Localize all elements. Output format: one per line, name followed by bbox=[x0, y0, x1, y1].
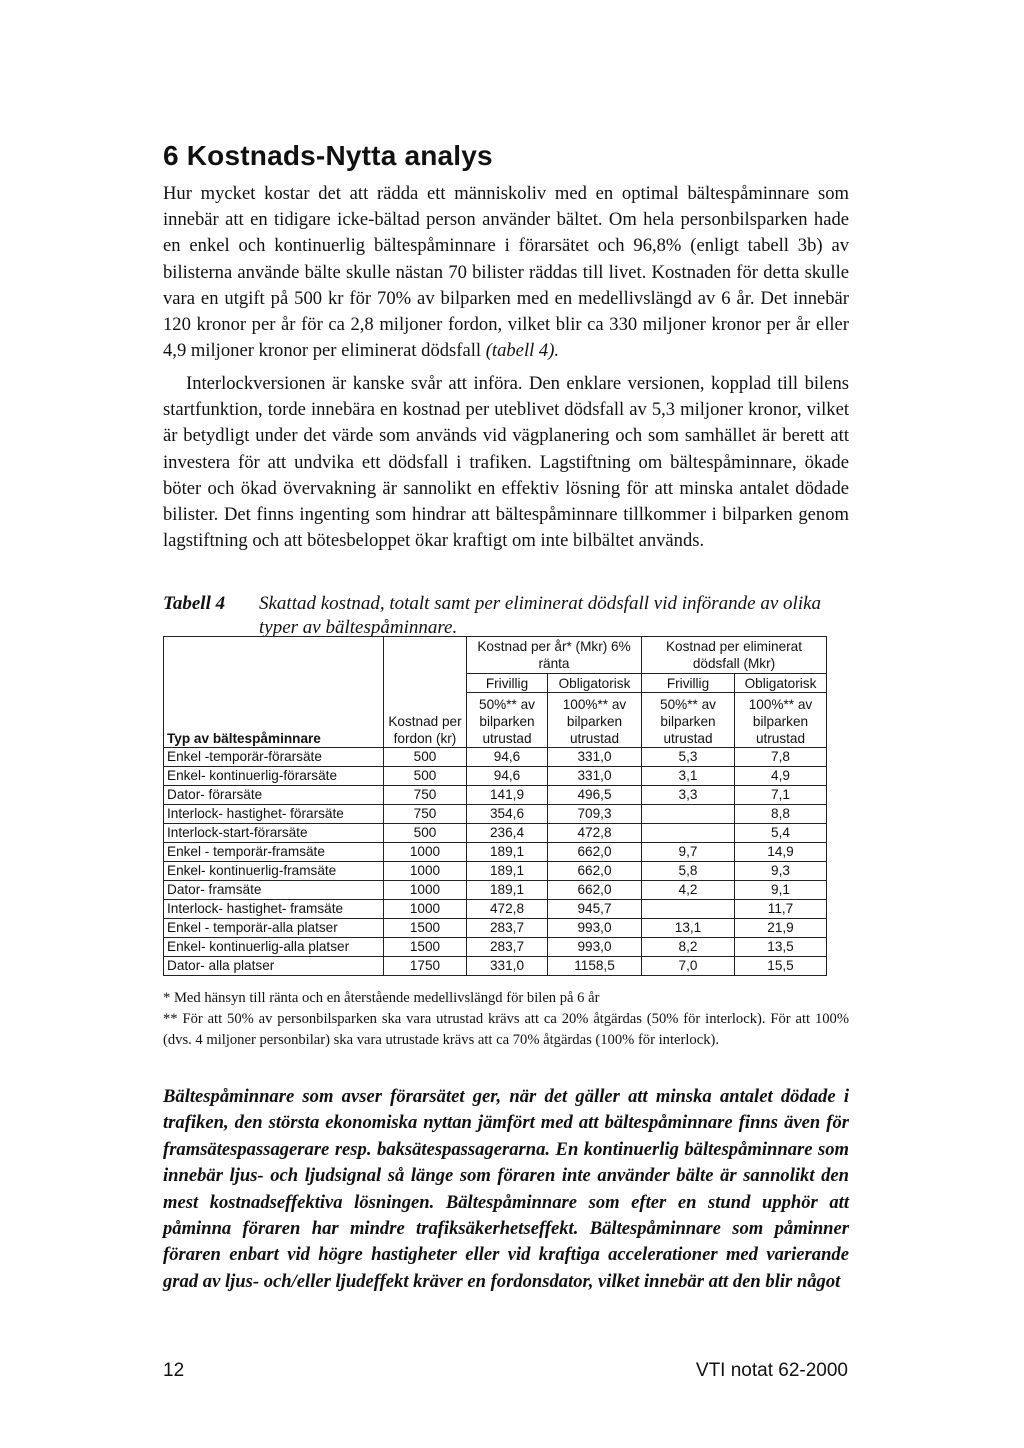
cell-cost: 1500 bbox=[384, 937, 467, 956]
cell-death-obligatorisk: 5,4 bbox=[735, 823, 827, 842]
cell-annual-obligatorisk: 331,0 bbox=[548, 747, 642, 766]
cell-annual-obligatorisk: 945,7 bbox=[548, 899, 642, 918]
table-row bbox=[164, 785, 827, 804]
cell-annual-obligatorisk: 331,0 bbox=[548, 766, 642, 785]
cell-type: Enkel- kontinuerlig-alla platser bbox=[164, 937, 384, 956]
cell-cost: 1750 bbox=[384, 956, 467, 975]
table-row bbox=[164, 937, 827, 956]
paragraph-2: Interlockversionen är kanske svår att införa. Den enklare versionen, kopplad till bilens startfunktion, torde innebära en kostnad per uteblivet dödsfall av 5,3 miljoner kronor, vilket är betydligt under det värde som används vid vägplanering och som samhället är berett att investera för att undvika ett dödsfall i trafiken. Lagstiftning om bältespåminnare, ökade böter och ökad övervakning är sannolikt en effektiv lösning för att minska antalet dödade bilister. Det finns ingenting som hindrar att bältespåminnare tillkommer i bilparken genom lagstiftning och att bötesbeloppet ökar kraftigt om inte bilbältet används. bbox=[163, 373, 849, 552]
header-cost-spacer bbox=[384, 637, 467, 693]
table-row bbox=[164, 880, 827, 899]
table-row bbox=[164, 956, 827, 975]
cell-type: Dator- framsäte bbox=[164, 880, 384, 899]
cell-type: Enkel- kontinuerlig-förarsäte bbox=[164, 766, 384, 785]
cell-death-obligatorisk: 7,1 bbox=[735, 785, 827, 804]
header-50-pct-1: 50%** av bilparken utrustad bbox=[467, 693, 548, 748]
cell-death-obligatorisk: 8,8 bbox=[735, 804, 827, 823]
cell-type: Interlock-start-förarsäte bbox=[164, 823, 384, 842]
table-row bbox=[164, 804, 827, 823]
cell-annual-obligatorisk: 472,8 bbox=[548, 823, 642, 842]
paragraph-1 bbox=[163, 181, 849, 364]
cell-death-frivillig: 5,8 bbox=[642, 861, 735, 880]
header-group-per-death: Kostnad per eliminerat dödsfall (Mkr) bbox=[642, 637, 827, 674]
header-frivillig-2: Frivillig bbox=[642, 674, 735, 693]
cell-annual-frivillig: 141,9 bbox=[467, 785, 548, 804]
table-row bbox=[164, 842, 827, 861]
table-row bbox=[164, 899, 827, 918]
cell-annual-frivillig: 283,7 bbox=[467, 918, 548, 937]
cell-annual-frivillig: 189,1 bbox=[467, 880, 548, 899]
header-obligatorisk-2: Obligatorisk bbox=[735, 674, 827, 693]
footnote-2: ** För att 50% av personbilsparken ska vara utrustad krävs att ca 20% åtgärdas (50% för interlock). För att 100% (dvs. 4 miljoner personbilar) ska vara utrustade krävs att ca 70% åtgärdas (100% för interlock). bbox=[163, 1011, 849, 1048]
cell-death-frivillig: 4,2 bbox=[642, 880, 735, 899]
section-heading: 6 Kostnads-Nytta analys bbox=[163, 140, 493, 171]
conclusion-paragraph: Bältespåminnare som avser förarsätet ger, när det gäller att minska antalet dödade i trafiken, den största ekonomiska nyttan jämfört med att bältespåminnare finns även för framsätespassagerare resp. baksätespassagerarna. En kontinuerlig bältespåminnare som innebär ljus- och ljudsignal så länge som föraren inte använder bälte är sannolikt den mest kostnadseffektiva lösningen. Bältespåminnare som efter en stund upphör att påminna föraren har mindre trafiksäkerhetseffekt. Bältespåminnare som påminner föraren enbart vid högre hastigheter eller vid kraftiga accelerationer med varierande grad av ljus- och/eller ljudeffekt kräver en fordonsdator, vilket innebär att den blir något bbox=[163, 1086, 849, 1292]
cell-death-obligatorisk: 14,9 bbox=[735, 842, 827, 861]
cell-annual-frivillig: 94,6 bbox=[467, 747, 548, 766]
cell-annual-frivillig: 331,0 bbox=[467, 956, 548, 975]
cell-death-frivillig bbox=[642, 823, 735, 842]
cell-cost: 1000 bbox=[384, 842, 467, 861]
header-type: Typ av bältespåminnare bbox=[164, 637, 384, 748]
cell-death-frivillig: 8,2 bbox=[642, 937, 735, 956]
cell-annual-obligatorisk: 662,0 bbox=[548, 842, 642, 861]
cell-annual-obligatorisk: 993,0 bbox=[548, 937, 642, 956]
cell-annual-obligatorisk: 1158,5 bbox=[548, 956, 642, 975]
table-header-row-1 bbox=[164, 637, 827, 674]
header-100-pct-1: 100%** av bilparken utrustad bbox=[548, 693, 642, 748]
cell-cost: 750 bbox=[384, 785, 467, 804]
cell-annual-frivillig: 236,4 bbox=[467, 823, 548, 842]
cell-death-frivillig: 9,7 bbox=[642, 842, 735, 861]
header-obligatorisk-1: Obligatorisk bbox=[548, 674, 642, 693]
cell-type: Dator- alla platser bbox=[164, 956, 384, 975]
header-group-annual-cost: Kostnad per år* (Mkr) 6% ränta bbox=[467, 637, 642, 674]
cell-cost: 1500 bbox=[384, 918, 467, 937]
footnote-1: * Med hänsyn till ränta och en återstående medellivslängd för bilen på 6 år bbox=[163, 990, 600, 1006]
cell-death-obligatorisk: 11,7 bbox=[735, 899, 827, 918]
table-row bbox=[164, 766, 827, 785]
cell-annual-frivillig: 354,6 bbox=[467, 804, 548, 823]
cell-annual-obligatorisk: 662,0 bbox=[548, 861, 642, 880]
header-frivillig-1: Frivillig bbox=[467, 674, 548, 693]
cell-death-frivillig bbox=[642, 804, 735, 823]
table-caption-text: Skattad kostnad, totalt samt per eliminerat dödsfall vid införande av olika typer av bältespåminnare. bbox=[259, 593, 822, 638]
cell-type: Enkel -temporär-förarsäte bbox=[164, 747, 384, 766]
cell-death-frivillig: 3,1 bbox=[642, 766, 735, 785]
cell-death-obligatorisk: 4,9 bbox=[735, 766, 827, 785]
cell-cost: 1000 bbox=[384, 861, 467, 880]
cell-type: Enkel - temporär-framsäte bbox=[164, 842, 384, 861]
cell-cost: 1000 bbox=[384, 880, 467, 899]
cell-cost: 500 bbox=[384, 823, 467, 842]
cell-death-obligatorisk: 13,5 bbox=[735, 937, 827, 956]
cell-death-frivillig: 7,0 bbox=[642, 956, 735, 975]
cell-death-obligatorisk: 15,5 bbox=[735, 956, 827, 975]
table-row bbox=[164, 861, 827, 880]
cell-death-obligatorisk: 7,8 bbox=[735, 747, 827, 766]
cell-type: Dator- förarsäte bbox=[164, 785, 384, 804]
cell-cost: 500 bbox=[384, 747, 467, 766]
cell-cost: 1000 bbox=[384, 899, 467, 918]
report-reference: VTI notat 62-2000 bbox=[695, 1360, 848, 1381]
cell-annual-obligatorisk: 496,5 bbox=[548, 785, 642, 804]
cell-annual-obligatorisk: 709,3 bbox=[548, 804, 642, 823]
cell-death-frivillig bbox=[642, 899, 735, 918]
paragraph-1-text: Hur mycket kostar det att rädda ett människoliv med en optimal bältespåminnare som innebär att en tidigare icke-bältad person använder bältet. Om hela personbilsparken hade en enkel och kontinuerlig bältespåminnare i förarsätet och 96,8% (enligt tabell 3b) av bilisterna använde bälte skulle nästan 70 bilister räddas till livet. Kostnaden för detta skulle vara en utgift på 500 kr för 70% av bilparken med en medellivslängd av 6 år. Det innebär 120 kronor per år för ca 2,8 miljoner fordon, vilket blir ca 330 miljoner kronor per år eller 4,9 miljoner kronor per eliminerat dödsfall bbox=[163, 183, 849, 362]
cell-annual-frivillig: 472,8 bbox=[467, 899, 548, 918]
cell-annual-frivillig: 94,6 bbox=[467, 766, 548, 785]
cell-type: Interlock- hastighet- framsäte bbox=[164, 899, 384, 918]
cell-cost: 750 bbox=[384, 804, 467, 823]
cell-annual-frivillig: 189,1 bbox=[467, 842, 548, 861]
table-reference: (tabell 4). bbox=[485, 340, 560, 362]
table-row bbox=[164, 747, 827, 766]
cell-type: Enkel- kontinuerlig-framsäte bbox=[164, 861, 384, 880]
cell-annual-obligatorisk: 662,0 bbox=[548, 880, 642, 899]
cell-annual-frivillig: 283,7 bbox=[467, 937, 548, 956]
cell-annual-obligatorisk: 993,0 bbox=[548, 918, 642, 937]
cell-death-frivillig: 13,1 bbox=[642, 918, 735, 937]
cell-death-obligatorisk: 9,1 bbox=[735, 880, 827, 899]
table-caption-label: Tabell 4 bbox=[163, 593, 226, 614]
cost-table bbox=[163, 636, 827, 976]
cell-type: Enkel - temporär-alla platser bbox=[164, 918, 384, 937]
cell-death-frivillig: 3,3 bbox=[642, 785, 735, 804]
cell-cost: 500 bbox=[384, 766, 467, 785]
table-row bbox=[164, 918, 827, 937]
table-row bbox=[164, 823, 827, 842]
header-cost-per-vehicle: Kostnad per fordon (kr) bbox=[384, 693, 467, 748]
header-100-pct-2: 100%** av bilparken utrustad bbox=[735, 693, 827, 748]
table-body bbox=[164, 747, 827, 975]
cell-annual-frivillig: 189,1 bbox=[467, 861, 548, 880]
cell-death-obligatorisk: 21,9 bbox=[735, 918, 827, 937]
cell-type: Interlock- hastighet- förarsäte bbox=[164, 804, 384, 823]
cell-death-obligatorisk: 9,3 bbox=[735, 861, 827, 880]
header-50-pct-2: 50%** av bilparken utrustad bbox=[642, 693, 735, 748]
footnotes bbox=[163, 988, 849, 1051]
cell-death-frivillig: 5,3 bbox=[642, 747, 735, 766]
page-number: 12 bbox=[163, 1360, 185, 1381]
